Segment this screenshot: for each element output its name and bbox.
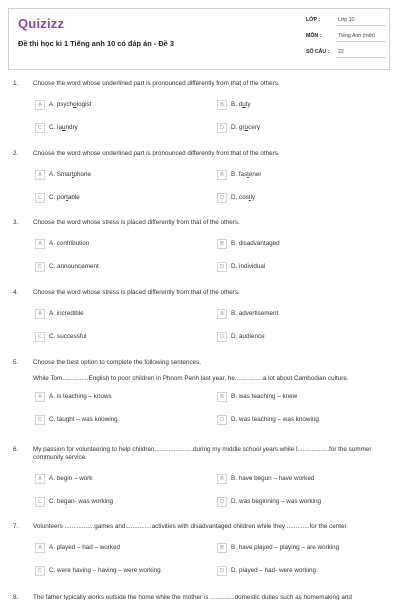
option-text-start: B. fas [231,171,248,178]
option-letter-box: D [217,193,227,203]
option-text-start: A. Smar [49,171,72,178]
option-text [49,171,91,178]
worksheet-meta [306,16,386,64]
question-number: 2. [13,150,19,157]
option-text [49,333,86,340]
question-number: 6. [13,446,19,453]
meta-key: LỚP : [306,17,321,23]
question-number: 1. [13,80,19,87]
option-text-end: phone [73,171,92,178]
option-text-end: ener [248,171,262,178]
option-text-start: C. taught – was knowing [49,416,118,423]
option-text-start: D. individual [231,263,266,270]
option-text [49,393,112,400]
option-text-end: ndry [65,124,78,131]
option-text-start: A. is teaching – knows [49,393,112,400]
option-letter-box: D [217,262,227,272]
option-letter-box: C [35,566,45,576]
option-text [49,416,118,423]
option-letter-box: A [35,100,45,110]
option-text [231,263,265,270]
divider [336,57,386,58]
option-text [49,475,92,482]
question-number: 7. [13,523,19,530]
option-text [231,567,316,574]
option-text [231,194,255,201]
option-text [231,393,297,400]
meta-key: SỐ CÂU : [306,49,330,55]
option-text-start: C. were having – having – were working [49,567,161,574]
question-text: Volunteers .................games and...............activities with disadvantaged children while they .............for the center. [33,523,348,530]
option-letter-box: A [35,170,45,180]
option-text-end: cery [248,124,261,131]
option-text [49,263,99,270]
option-letter-box: C [35,415,45,425]
worksheet-header [8,8,390,70]
option-text-start: A. begin – work [49,475,93,482]
option-text-start: B. disadvantaged [231,240,280,247]
option-text [49,101,91,108]
option-letter-box: A [35,392,45,402]
underlined-part: t [71,171,74,178]
option-text [231,544,339,551]
option-text-start: A. psych [49,101,74,108]
underlined-part: o [73,101,77,108]
option-letter-box: B [217,474,227,484]
option-text-start: C. successful [49,333,87,340]
underlined-part: u [61,124,66,131]
question-text: Choose the word whose stress is placed differently from that of the others. [33,289,240,296]
option-text-start: C. announcement [49,263,99,270]
option-text [231,124,260,131]
option-letter-box: C [35,332,45,342]
divider [336,41,386,42]
option-text [49,544,120,551]
option-text-end: logist [76,101,92,108]
option-text-start: C. began- was working [49,498,114,505]
option-text-start: B. have begun – have worked [231,475,315,482]
option-text-start: C. por [49,194,67,201]
option-text-start: D. played – had- were working [231,567,317,574]
quizizz-logo: Quizizz [18,16,65,31]
option-text-end: ly [250,194,256,201]
option-text-start: B. d [231,101,243,108]
question-text: My passion for volunteering to help children......................during my middle school years while I..................for the summer community service. [33,446,372,462]
option-letter-box: B [217,309,227,319]
meta-value: Tiếng Anh (mới) [338,33,375,39]
option-text-start: A. incredible [49,310,84,317]
option-letter-box: B [217,170,227,180]
question-sentence: While Tom...............English to poor children in Phnom Penh last year, he................a lot about Cambodian culture. [33,375,349,382]
option-text [49,498,113,505]
meta-value: 22 [338,49,344,55]
option-letter-box: B [217,392,227,402]
question-number: 5. [13,359,19,366]
meta-value: Lớp 10 [338,17,355,23]
option-letter-box: D [217,415,227,425]
option-letter-box: C [35,123,45,133]
option-text [49,310,84,317]
question-text: Choose the word whose underlined part is pronounced differently from that of the others. [33,150,280,157]
underlined-part: t [247,171,249,178]
meta-row-class [306,16,386,26]
option-text [49,194,80,201]
option-text-start: D. was teaching – was knowing [231,416,319,423]
question-number: 3. [13,219,19,226]
option-text [231,498,321,505]
underlined-part: t [248,194,251,201]
question-text: Choose the word whose underlined part is pronounced differently from that of the others. [33,80,280,87]
option-letter-box: C [35,193,45,203]
question-number: 8. [13,594,19,600]
question-text: The father typically works outside the home while the mother is ..............domestic duties such as homemaking and [33,594,352,600]
option-text [231,416,319,423]
option-text [49,240,89,247]
worksheet-title: Đề thi học kì 1 Tiếng anh 10 có đáp án - Đề 3 [18,39,174,48]
option-letter-box: D [217,497,227,507]
option-text-start: D. gr [231,124,245,131]
option-letter-box: B [217,100,227,110]
option-text-start: C. la [49,124,62,131]
question-number: 4. [13,289,19,296]
option-letter-box: A [35,474,45,484]
underlined-part: t [66,194,68,201]
option-text [231,171,261,178]
option-text [231,240,280,247]
option-text-start: B. was teaching – knew [231,393,298,400]
option-letter-box: D [217,566,227,576]
option-text [49,124,78,131]
option-text-start: B. advertisement [231,310,279,317]
meta-key: MÔN : [306,33,322,39]
option-text-start: A. played – had – worked [49,544,121,551]
option-text-start: A. contribution [49,240,90,247]
option-text [231,310,278,317]
option-letter-box: B [217,543,227,553]
option-letter-box: A [35,309,45,319]
meta-row-count [306,48,386,58]
option-text [231,101,251,108]
option-letter-box: A [35,543,45,553]
option-text [231,333,265,340]
option-letter-box: D [217,123,227,133]
underlined-part: o [244,124,249,131]
question-text: Choose the word whose stress is placed differently from that of the others. [33,219,240,226]
option-text-end: ty [245,101,251,108]
option-text-start: D. cos [231,194,249,201]
option-text-start: D. audience [231,333,265,340]
option-text [231,475,314,482]
meta-row-subject [306,32,386,42]
divider [336,25,386,26]
option-letter-box: C [35,497,45,507]
option-text-start: B. have played – playing – are working [231,544,340,551]
option-letter-box: C [35,262,45,272]
option-letter-box: A [35,239,45,249]
option-text [49,567,161,574]
option-letter-box: D [217,332,227,342]
underlined-part: u [242,101,246,108]
option-text-end: able [67,194,80,201]
question-text: Choose the best option to complete the following sentences. [33,359,202,366]
option-text-start: D. was beginning – was working [231,498,321,505]
option-letter-box: B [217,239,227,249]
